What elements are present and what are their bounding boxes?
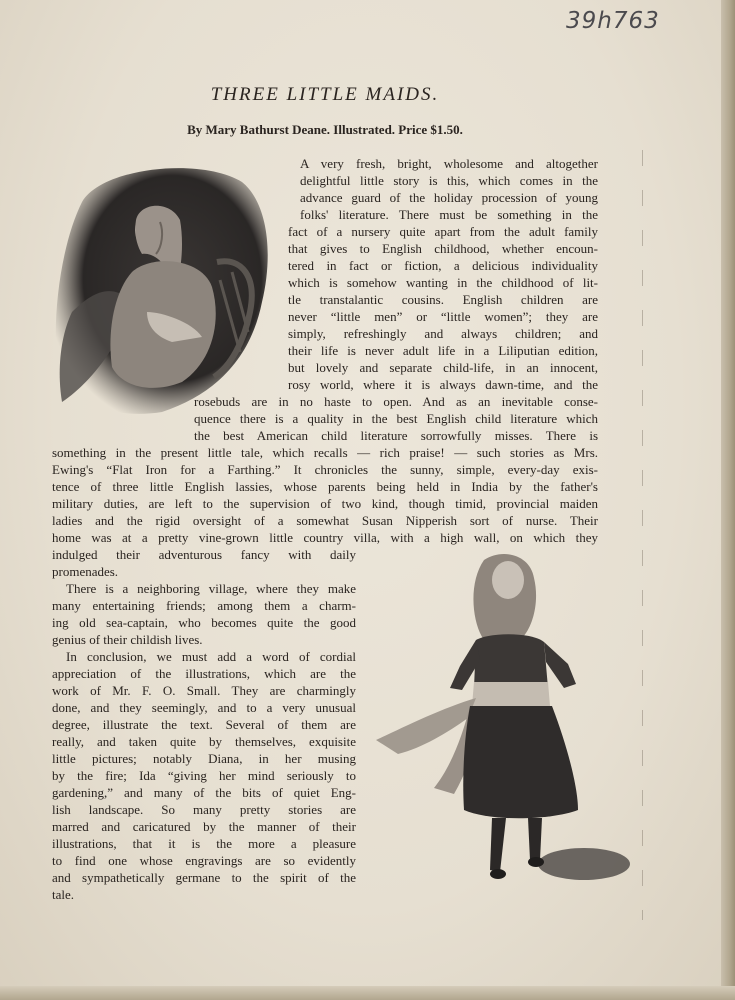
body-line: rosy world, where it is always dawn-time, and the	[288, 377, 598, 392]
body-line: ing old sea-captain, who becomes quite the good	[52, 615, 356, 630]
body-line: A very fresh, bright, wholesome and altogether	[300, 156, 598, 171]
illustration-girl-in-chair	[52, 162, 274, 420]
page-title: THREE LITTLE MAIDS.	[210, 84, 440, 105]
body-line: marred and caricatured by the manner of their	[52, 819, 356, 834]
body-line: tence of three little English lassies, whose parents being held in India by the father's	[52, 479, 598, 494]
body-line: indulged their adventurous fancy with daily	[52, 547, 356, 562]
body-line: genius of their childish lives.	[52, 632, 203, 647]
byline: By Mary Bathurst Deane. Illustrated. Price $1.50.	[187, 122, 463, 137]
body-line: but lovely and separate child-life, in an innocent,	[288, 360, 598, 375]
body-line: really, and taken quite by themselves, exquisite	[52, 734, 356, 749]
catalog-number: 39h763	[566, 8, 660, 34]
body-line: the best American child literature sorrowfully misses. There is	[194, 428, 598, 443]
body-line: delightful little story is this, which comes in the	[300, 173, 598, 188]
body-line: gardening,” and many of the bits of quiet Eng-	[52, 785, 356, 800]
body-line: military duties, are left to the supervision of two kind, though timid, provincial maiden	[52, 496, 598, 511]
body-line: little pictures; notably Diana, in her musing	[52, 751, 356, 766]
page-edge-bottom	[0, 986, 735, 1000]
margin-rule	[642, 150, 643, 920]
body-line: lish landscape. So many pretty stories are	[52, 802, 356, 817]
body-line: never “little men” or “little women”; they are	[288, 309, 598, 324]
body-line: to find one whose engravings are so evidently	[52, 853, 356, 868]
body-line: by the fire; Ida “giving her mind seriously to	[52, 768, 356, 783]
body-line: appreciation of the illustrations, which are the	[52, 666, 356, 681]
body-line: In conclusion, we must add a word of cordial	[66, 649, 356, 664]
body-line: ladies and the rigid oversight of a somewhat Susan Nipperish sort of nurse. Their	[52, 513, 598, 528]
body-line: and sympathetically germane to the spirit of the	[52, 870, 356, 885]
body-line: their life is never adult life in a Liliputian edition,	[288, 343, 598, 358]
body-line: that gives to English childhood, whether encoun-	[288, 241, 598, 256]
page-edge-right	[721, 0, 735, 1000]
body-line: work of Mr. F. O. Small. They are charmingly	[52, 683, 356, 698]
body-line: illustrations, that it is the more a pleasure	[52, 836, 356, 851]
body-line: many entertaining friends; among them a charm-	[52, 598, 356, 613]
body-line: degree, illustrate the text. Several of them are	[52, 717, 356, 732]
body-line: which is somehow wanting in the childhood of lit-	[288, 275, 598, 290]
body-line: advance guard of the holiday procession of young	[300, 190, 598, 205]
body-line: something in the present little tale, which recalls — rich praise! — such stories as Mrs.	[52, 445, 598, 460]
body-line: done, and they seemingly, and to a very unusual	[52, 700, 356, 715]
body-line: simply, refreshingly and always children; and	[288, 326, 598, 341]
body-line: tle transtalantic cousins. English children are	[288, 292, 598, 307]
body-line: There is a neighboring village, where they make	[66, 581, 356, 596]
body-line: tered in fact or fiction, a delicious individuality	[288, 258, 598, 273]
body-line: home was at a pretty vine-grown little country villa, with a high wall, on which they	[52, 530, 598, 545]
body-line: rosebuds are in no haste to open. And as an inevitable conse-	[194, 394, 598, 409]
body-line: Ewing's “Flat Iron for a Farthing.” It chronicles the sunny, simple, every-day exis-	[52, 462, 598, 477]
body-line: folks' literature. There must be something in the	[300, 207, 598, 222]
body-line: quence there is a quality in the best English child literature which	[194, 411, 598, 426]
body-line: fact of a nursery quite apart from the adult family	[288, 224, 598, 239]
body-line: tale.	[52, 887, 75, 902]
illustration-girl-standing	[372, 548, 636, 888]
body-line: promenades.	[52, 564, 119, 579]
